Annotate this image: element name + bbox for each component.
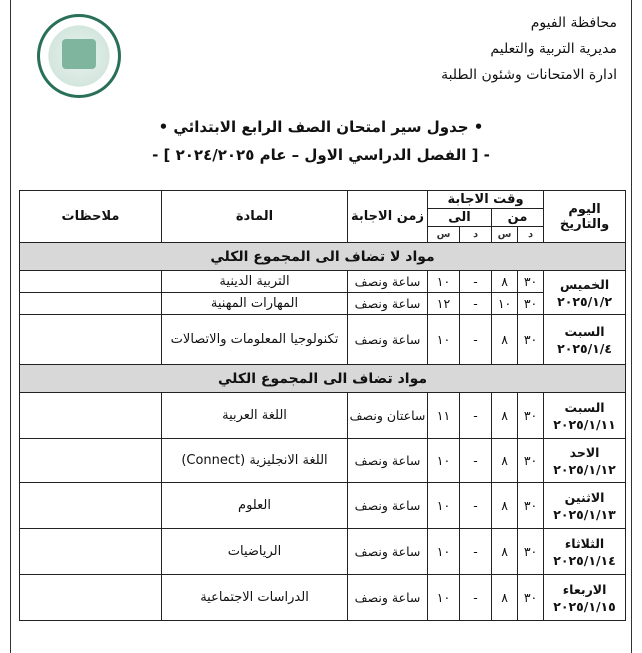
from-min-cell: ٣٠ [518,483,544,529]
section-title: مواد تضاف الى المجموع الكلي [20,365,626,393]
day-cell: الاثنين ٢٠٢٥/١/١٣ [544,483,626,529]
table-row [20,293,626,315]
ministry-seal-icon [37,14,121,98]
subject-cell: الدراسات الاجتماعية [162,575,348,621]
col-duration-header: زمن الاجابة [348,191,428,243]
duration-cell: ساعتان ونصف [348,393,428,439]
to-hour-cell: ١١ [428,393,460,439]
duration-cell: ساعة ونصف [348,293,428,315]
sep-cell: - [460,315,492,365]
from-min-cell: ٣٠ [518,439,544,483]
col-to-header: الى [428,209,492,227]
directorate-label: مديرية التربية والتعليم [490,41,617,57]
day-cell: السبت ٢٠٢٥/١/٤ [544,315,626,365]
duration-cell: ساعة ونصف [348,315,428,365]
header-row [20,191,626,209]
sep-cell: - [460,439,492,483]
from-hour-cell: ١٠ [492,293,518,315]
from-min-cell: ٣٠ [518,271,544,293]
subject-cell: تكنولوجيا المعلومات والاتصالات [162,315,348,365]
from-hour-cell: ٨ [492,315,518,365]
section-row [20,243,626,271]
day-cell: السبت ٢٠٢٥/١/١١ [544,393,626,439]
day-cell: الاحد ٢٠٢٥/١/١٢ [544,439,626,483]
from-hour-cell: ٨ [492,483,518,529]
notes-cell [20,529,162,575]
from-hour-cell: ٨ [492,529,518,575]
section-row [20,365,626,393]
department-label: ادارة الامتحانات وشئون الطلبة [441,67,617,83]
table-row [20,271,626,293]
subject-cell: التربية الدينية [162,271,348,293]
to-hour-cell: ١٠ [428,529,460,575]
notes-cell [20,271,162,293]
sep-cell: - [460,393,492,439]
sep-cell: - [460,483,492,529]
from-hour-cell: ٨ [492,393,518,439]
duration-cell: ساعة ونصف [348,271,428,293]
day-cell: الاربعاء ٢٠٢٥/١/١٥ [544,575,626,621]
col-from-header: من [492,209,544,227]
table-row [20,393,626,439]
notes-cell [20,293,162,315]
from-min-cell: ٣٠ [518,575,544,621]
col-day-header: اليوم والتاريخ [544,191,626,243]
header-block [441,10,617,88]
sep-cell: - [460,271,492,293]
table-row [20,483,626,529]
sep-cell: - [460,529,492,575]
exam-schedule-table [19,190,626,621]
from-hour-cell: ٨ [492,575,518,621]
col-answer-time-header: وقت الاجابة [428,191,544,209]
day-cell: الخميس ٢٠٢٥/١/٢ [544,271,626,315]
table-row [20,439,626,483]
to-hour-cell: ١٠ [428,483,460,529]
col-subject-header: المادة [162,191,348,243]
col-min-header: د [460,227,492,243]
from-min-cell: ٣٠ [518,315,544,365]
table-row [20,315,626,365]
subject-cell: العلوم [162,483,348,529]
from-hour-cell: ٨ [492,271,518,293]
to-hour-cell: ١٠ [428,575,460,621]
from-hour-cell: ٨ [492,439,518,483]
to-hour-cell: ١٢ [428,293,460,315]
notes-cell [20,483,162,529]
to-hour-cell: ١٠ [428,439,460,483]
notes-cell [20,575,162,621]
page-subtitle: - [ الفصل الدراسي الاول – عام ٢٠٢٤/٢٠٢٥ ] - [152,146,490,164]
notes-cell [20,393,162,439]
duration-cell: ساعة ونصف [348,439,428,483]
subject-cell: اللغة العربية [162,393,348,439]
notes-cell [20,315,162,365]
table-row [20,529,626,575]
col-min-header: د [518,227,544,243]
section-title: مواد لا تضاف الى المجموع الكلي [20,243,626,271]
duration-cell: ساعة ونصف [348,483,428,529]
col-notes-header: ملاحظات [20,191,162,243]
to-hour-cell: ١٠ [428,271,460,293]
from-min-cell: ٣٠ [518,293,544,315]
governorate-label: محافظة الفيوم [530,15,617,31]
subject-cell: الرياضيات [162,529,348,575]
subject-cell: المهارات المهنية [162,293,348,315]
notes-cell [20,439,162,483]
day-cell: الثلاثاء ٢٠٢٥/١/١٤ [544,529,626,575]
page-title: • جدول سير امتحان الصف الرابع الابتدائي • [158,118,484,136]
col-hour-header: س [428,227,460,243]
document-page [10,0,632,653]
from-min-cell: ٣٠ [518,529,544,575]
sep-cell: - [460,575,492,621]
duration-cell: ساعة ونصف [348,575,428,621]
sep-cell: - [460,293,492,315]
to-hour-cell: ١٠ [428,315,460,365]
duration-cell: ساعة ونصف [348,529,428,575]
subject-cell: اللغة الانجليزية (Connect) [162,439,348,483]
from-min-cell: ٣٠ [518,393,544,439]
col-hour-header: س [492,227,518,243]
table-row [20,575,626,621]
